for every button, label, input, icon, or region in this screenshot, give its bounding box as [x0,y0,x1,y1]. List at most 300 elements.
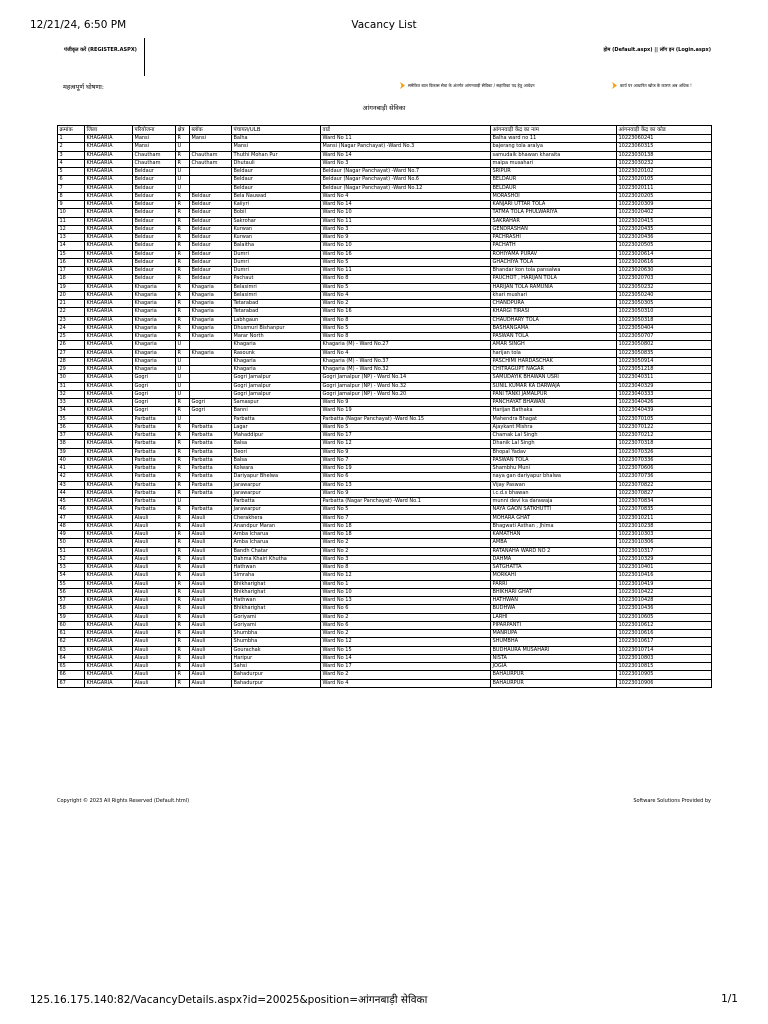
table-cell: KHAGARIA [85,275,133,283]
table-cell: Alauli [190,605,232,613]
table-cell: KHAGARIA [85,423,133,431]
table-cell: 21 [58,300,85,308]
table-cell: 10223070212 [617,432,712,440]
table-cell: Beldaur [133,168,176,176]
table-cell: SUNIL KUMAR KA DARWAJA [491,382,617,390]
table-cell: Alauli [190,646,232,654]
table-cell: U [176,390,190,398]
table-cell: Gogri [190,399,232,407]
table-cell: R [176,234,190,242]
table-cell: Beldaur [190,275,232,283]
table-cell: 6 [58,176,85,184]
table-cell: 10223020614 [617,250,712,258]
table-cell: PACHRASHI [491,234,617,242]
table-cell: Parbatta [190,456,232,464]
table-cell: SAKRAHAR [491,217,617,225]
table-cell: 8 [58,192,85,200]
table-row [58,415,712,423]
table-cell: 10223020630 [617,267,712,275]
table-cell: Beldaur [133,176,176,184]
table-cell: Ward No 2 [321,300,491,308]
table-cell: R [176,671,190,679]
table-cell: Bela Nauwad [232,192,321,200]
table-cell [190,143,232,151]
table-cell: KHAGARIA [85,514,133,522]
table-cell: Alauli [133,572,176,580]
table-cell: KHAGARIA [85,300,133,308]
table-cell: 10223050305 [617,300,712,308]
table-cell: BAHAURPUR [491,679,617,687]
table-cell: KHAGARIA [85,638,133,646]
print-title: Vacancy List [351,19,417,31]
table-cell: Alauli [133,555,176,563]
page-footer [57,798,711,808]
table-cell: 65 [58,663,85,671]
table-cell: Chautham [190,151,232,159]
table-cell [190,357,232,365]
table-cell: 35 [58,415,85,423]
table-cell: 38 [58,440,85,448]
table-cell: Ward No 14 [321,151,491,159]
table-cell: Deori [232,448,321,456]
table-row [58,324,712,332]
table-cell: R [176,580,190,588]
table-cell: Parbatta [133,498,176,506]
table-cell: Ward No 19 [321,465,491,473]
table-cell: R [176,291,190,299]
table-row [58,316,712,324]
col-block: ब्लॉक [190,126,232,135]
table-cell: AMBA [491,539,617,547]
arrow-icon [400,82,405,89]
table-cell: Ward No 14 [321,201,491,209]
table-cell: R [176,630,190,638]
table-cell: Parbatta [190,489,232,497]
table-row [58,522,712,530]
table-cell: munni devi ka darawaja [491,498,617,506]
table-cell: Shumbha [232,630,321,638]
table-cell: Parbatta [190,423,232,431]
table-cell: Dariyapur Bhelwa [232,473,321,481]
table-row [58,283,712,291]
table-cell: Ward No 18 [321,531,491,539]
table-cell: Ward No 1 [321,580,491,588]
table-cell: Khagaria (M) - Ward No.27 [321,341,491,349]
table-cell: Vijay Paswan [491,481,617,489]
table-cell: KHAGARIA [85,308,133,316]
table-cell: 10223060315 [617,143,712,151]
table-cell: 10223070336 [617,456,712,464]
table-cell: 10223050802 [617,341,712,349]
table-cell: Ward No 7 [321,456,491,464]
table-row [58,613,712,621]
table-cell: Tetarabad [232,308,321,316]
table-cell: 49 [58,531,85,539]
table-cell: Ward No 10 [321,209,491,217]
col-serial: क्रमांक [58,126,85,135]
table-cell: Alauli [190,630,232,638]
table-cell: 10223010422 [617,588,712,596]
table-row [58,258,712,266]
table-cell: 25 [58,333,85,341]
notice-item-1[interactable] [400,82,535,89]
table-cell: KHAGARIA [85,382,133,390]
table-cell: HATHWAN [491,597,617,605]
table-cell: Ward No 6 [321,621,491,629]
table-cell: KHAGARIA [85,291,133,299]
table-cell: R [176,440,190,448]
table-cell: 10223070827 [617,489,712,497]
table-cell: Ward No 2 [321,630,491,638]
table-cell: Khagaria [190,300,232,308]
col-project: परियोजना [133,126,176,135]
table-cell: 10223060241 [617,135,712,143]
table-cell: Gogri [133,382,176,390]
table-cell: Pachaut [232,275,321,283]
table-cell [190,184,232,192]
table-cell: 10223050318 [617,316,712,324]
table-cell: R [176,555,190,563]
table-cell: 10223070822 [617,481,712,489]
table-cell: R [176,564,190,572]
table-cell: Khagaria (M) - Ward No.32 [321,366,491,374]
table-cell: R [176,448,190,456]
table-cell: Dumri [232,258,321,266]
table-row [58,184,712,192]
table-row [58,547,712,555]
table-cell: 10223050232 [617,283,712,291]
table-cell: JOGIA [491,663,617,671]
table-cell: Beldaur [133,201,176,209]
table-cell: PASWAN TOLA [491,333,617,341]
table-cell: Alauli [190,572,232,580]
table-cell: KHARGI TIRASI [491,308,617,316]
table-cell: Alauli [133,621,176,629]
table-cell: KHAGARIA [85,415,133,423]
table-row [58,506,712,514]
table-cell: BELDAUR [491,176,617,184]
table-cell: Thuthi Mohan Pur [232,151,321,159]
table-cell: KHAGARIA [85,176,133,184]
table-row [58,481,712,489]
table-cell: R [176,506,190,514]
table-cell: SRIPUR [491,168,617,176]
table-cell: 1 [58,135,85,143]
table-row [58,159,712,167]
table-cell: KHAGARIA [85,465,133,473]
table-cell: Alauli [133,597,176,605]
table-cell: 10223010803 [617,654,712,662]
table-cell: 10223010306 [617,539,712,547]
table-cell: KHAGARIA [85,399,133,407]
table-cell: Alauli [190,679,232,687]
table-cell: Ward No 4 [321,192,491,200]
table-row [58,291,712,299]
table-cell: 10223020309 [617,201,712,209]
table-cell: 22 [58,308,85,316]
table-cell: BASHANGAMA [491,324,617,332]
table-cell: R [176,588,190,596]
table-cell: R [176,225,190,233]
table-cell [190,382,232,390]
table-cell: 10223010815 [617,663,712,671]
table-row [58,168,712,176]
table-cell: Samaspur [232,399,321,407]
login-link[interactable]: लॉग इन (Login.aspx) [659,47,711,53]
table-cell: Beldaur [190,250,232,258]
table-cell: Balsa [232,456,321,464]
table-cell: 26 [58,341,85,349]
table-cell: R [176,613,190,621]
table-row [58,564,712,572]
table-cell: 20 [58,291,85,299]
table-cell: KHAGARIA [85,440,133,448]
table-cell: U [176,382,190,390]
table-cell: AMAR SINGH [491,341,617,349]
table-cell: 10223070326 [617,448,712,456]
table-cell: Khagaria [133,283,176,291]
table-cell: 24 [58,324,85,332]
table-cell: 12 [58,225,85,233]
table-cell: Gogri Jamalpur (NP) - Ward No.20 [321,390,491,398]
table-cell: Beldaur (Nagar Panchayat) -Ward No.12 [321,184,491,192]
table-cell: 10223030138 [617,151,712,159]
table-cell: Beldaur [133,258,176,266]
table-cell: Haripur [232,654,321,662]
table-row [58,357,712,365]
table-cell: 10223020435 [617,225,712,233]
table-cell: Beldaur [133,242,176,250]
table-cell: Beldaur [190,217,232,225]
table-cell: 10223010401 [617,564,712,572]
table-cell [190,390,232,398]
notice-item-2-text: कार्य पर आधारित खोज के कारण अब अधिक ! [620,83,692,88]
table-cell: KHAGARIA [85,679,133,687]
table-cell: Parbatta [133,432,176,440]
table-cell: Harijan Bathaka [491,407,617,415]
table-cell: Sahsi [232,663,321,671]
table-row [58,572,712,580]
table-cell: Khagaria [190,283,232,291]
table-row [58,135,712,143]
table-cell: Kolwara [232,465,321,473]
page-number: 1/1 [721,993,738,1005]
table-cell: 10223010428 [617,597,712,605]
table-cell: maipa musahari [491,159,617,167]
table-cell: Hathwan [232,597,321,605]
table-cell: Parbatta [133,456,176,464]
table-cell: Gogri Jamalpur [232,390,321,398]
table-cell: Chautham [133,151,176,159]
table-cell: KHAGARIA [85,242,133,250]
table-cell: R [176,275,190,283]
table-row [58,267,712,275]
table-cell: Ward No 4 [321,291,491,299]
table-cell: Alauli [133,564,176,572]
table-cell: 29 [58,366,85,374]
table-cell: BUDHAURA MUSAHARI [491,646,617,654]
table-cell: DAHMA [491,555,617,563]
table-row [58,399,712,407]
table-cell: R [176,481,190,489]
table-cell: 54 [58,572,85,580]
table-row [58,333,712,341]
table-cell: Khagaria [133,357,176,365]
table-cell: 66 [58,671,85,679]
table-cell: 64 [58,654,85,662]
table-cell: Bhandar kon tola pansalwa [491,267,617,275]
table-cell: Beldaur [133,234,176,242]
table-cell: U [176,415,190,423]
table-cell: Ward No 11 [321,135,491,143]
table-cell: Khagaria [133,349,176,357]
table-cell: 44 [58,489,85,497]
table-cell: Ward No 12 [321,572,491,580]
table-cell: 48 [58,522,85,530]
table-cell: Alauli [133,605,176,613]
table-cell: R [176,407,190,415]
table-cell: Khagaria [190,333,232,341]
table-row [58,588,712,596]
table-row [58,465,712,473]
table-cell: 41 [58,465,85,473]
table-row [58,217,712,225]
table-cell: R [176,308,190,316]
register-link[interactable]: पंजीकृत करें (REGISTER.ASPX) [64,47,137,53]
table-cell: 10223020205 [617,192,712,200]
table-cell: Parbatta [190,465,232,473]
table-row [58,473,712,481]
table-cell: 32 [58,390,85,398]
table-cell: 10223010906 [617,679,712,687]
table-row [58,663,712,671]
table-cell: Parbatta [133,506,176,514]
table-cell: 31 [58,382,85,390]
table-cell: Bhikharighat [232,605,321,613]
table-cell: Ward No 9 [321,448,491,456]
table-cell: Alauli [133,588,176,596]
table-cell: 46 [58,506,85,514]
table-cell: Beldaur [133,250,176,258]
table-cell [190,341,232,349]
table-cell: Ward No 2 [321,671,491,679]
table-cell: TATMA TOLA PHULWARIYA [491,209,617,217]
table-cell: Alauli [133,630,176,638]
table-cell: 3 [58,151,85,159]
table-cell: R [176,456,190,464]
table-cell: 27 [58,349,85,357]
table-cell: BAHAURPUR [491,671,617,679]
table-cell: Ward No 5 [321,283,491,291]
table-cell: Alauli [133,679,176,687]
table-cell: KHAGARIA [85,498,133,506]
table-row [58,250,712,258]
table-cell: Bahadurpur [232,679,321,687]
table-cell: PANCHAYAT BHAWAN [491,399,617,407]
table-cell: PARRI [491,580,617,588]
table-cell: R [176,489,190,497]
table-cell: PIPARPANTI [491,621,617,629]
table-cell: Mansi [133,135,176,143]
table-cell: 10223020111 [617,184,712,192]
table-cell: 50 [58,539,85,547]
table-cell: R [176,423,190,431]
table-cell: Beldaur [133,225,176,233]
table-cell: Alauli [190,663,232,671]
table-cell: Beldaur [190,267,232,275]
table-cell: Kurwan [232,234,321,242]
table-cell: 45 [58,498,85,506]
table-cell: KHAGARIA [85,588,133,596]
table-cell: 2 [58,143,85,151]
table-cell: R [176,283,190,291]
table-cell: MANRUPA [491,630,617,638]
table-cell: 23 [58,316,85,324]
table-cell: 42 [58,473,85,481]
table-cell: Amba Icharua [232,531,321,539]
table-cell: Ward No 5 [321,506,491,514]
table-cell: U [176,176,190,184]
table-cell: R [176,597,190,605]
table-cell: R [176,522,190,530]
table-cell: Sakrohar [232,217,321,225]
table-cell: R [176,258,190,266]
table-cell: 10223010211 [617,514,712,522]
table-cell: Balha [232,135,321,143]
table-cell: KHAGARIA [85,333,133,341]
table-cell: 10223020105 [617,176,712,184]
table-cell: 61 [58,630,85,638]
table-cell: KHAGARIA [85,184,133,192]
table-cell: 10223010617 [617,638,712,646]
table-cell: Beldaur [133,184,176,192]
table-cell: 10223010238 [617,522,712,530]
table-row [58,300,712,308]
table-cell: KHAGARIA [85,663,133,671]
table-cell: Khagaria [133,366,176,374]
table-cell: 17 [58,267,85,275]
nav-divider [144,38,145,76]
table-cell: U [176,366,190,374]
table-row [58,654,712,662]
table-cell: Shumbha [232,638,321,646]
table-cell: Khagaria [133,341,176,349]
table-row [58,440,712,448]
table-cell: 10223050240 [617,291,712,299]
table-cell: Jarawarpur [232,489,321,497]
table-cell: NAYA GAON SATKHUTTI [491,506,617,514]
table-row [58,390,712,398]
table-cell: Ward No 10 [321,242,491,250]
table-cell [190,415,232,423]
table-cell: KHAGARIA [85,481,133,489]
table-cell: Alauli [190,555,232,563]
table-cell: Beldaur [133,275,176,283]
table-cell: CHAUDHARY TOLA [491,316,617,324]
table-cell: Alauli [133,646,176,654]
table-cell: 10223070122 [617,423,712,431]
notice-item-2[interactable] [612,82,692,89]
home-link[interactable]: होम (Default.aspx) [603,47,653,53]
table-cell: Alauli [190,638,232,646]
table-cell: MORKAHI [491,572,617,580]
notice-bar [57,80,711,92]
table-cell: R [176,201,190,209]
table-cell: Mansi [133,143,176,151]
nav-links [603,47,711,53]
table-cell: GENDRASHAN [491,225,617,233]
table-cell: Bhikharighat [232,588,321,596]
